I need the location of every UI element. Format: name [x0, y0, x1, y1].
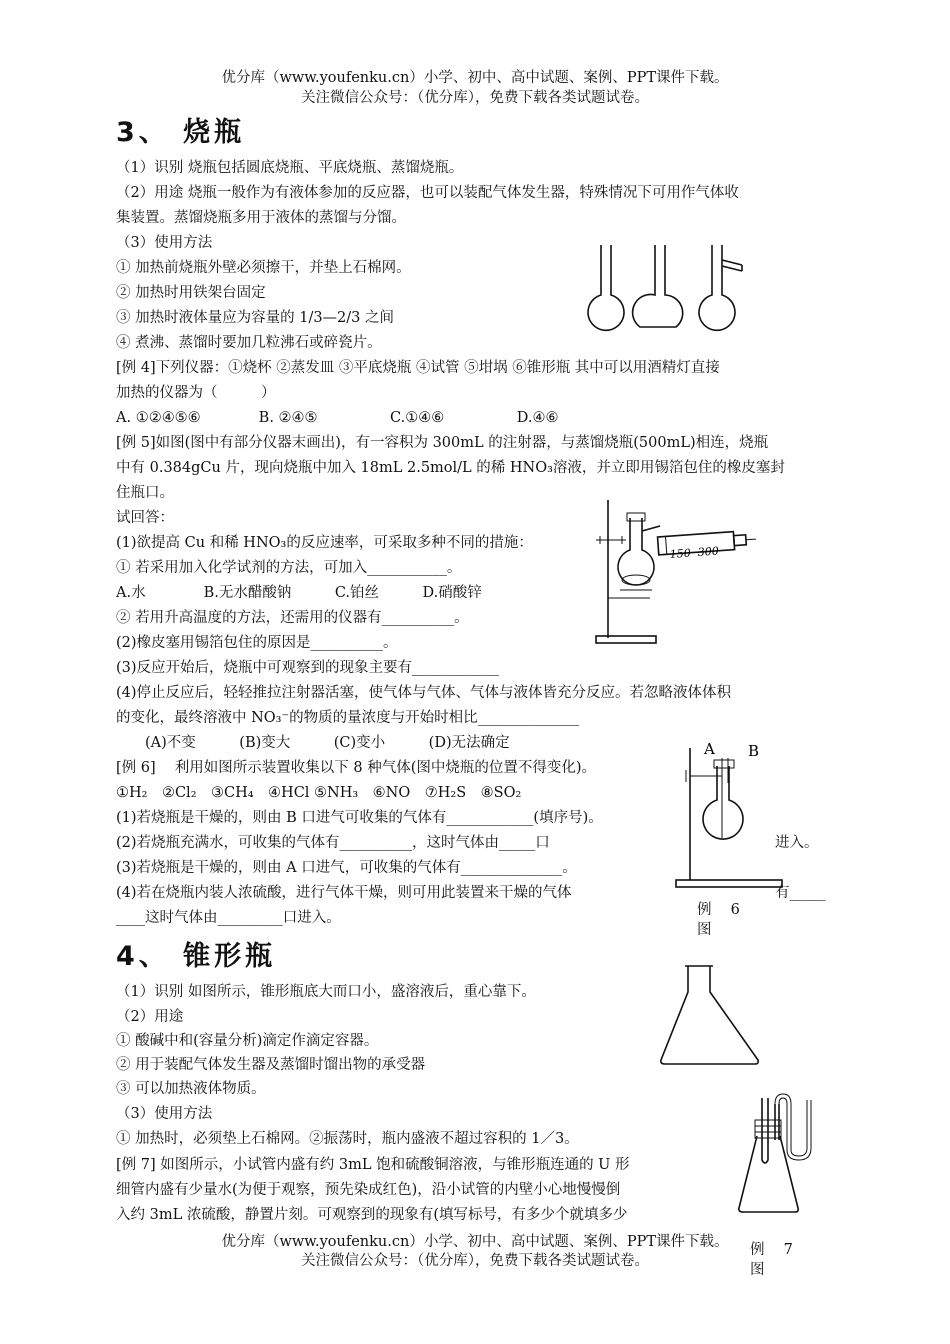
text-line: ③ 加热时液体量应为容量的 1/3—2/3 之间 — [116, 310, 394, 326]
syringe-apparatus-figure — [590, 498, 760, 648]
text-line-tail: 有_____ — [775, 885, 826, 901]
example-4-options: A. ①②④⑤⑥ B. ②④⑤ C.①④⑥ D.④⑥ — [116, 410, 559, 426]
text-line: (1)欲提高 Cu 和稀 HNO₃的反应速率，可采取多种不同的措施： — [116, 535, 533, 551]
text-line: ① 加热时，必须垫上石棉网。②振荡时，瓶内盛液不超过容积的 1／3。 — [116, 1131, 579, 1147]
text-line: （3）使用方法 — [116, 1106, 213, 1122]
example-6-line: [例 6] 利用如图所示装置收集以下 8 种气体(图中烧瓶的位置不得变化)。 — [116, 760, 597, 776]
text-line: 集装置。蒸馏烧瓶多用于液体的蒸馏与分馏。 — [116, 210, 406, 226]
example-4-line: 加热的仪器为（ ） — [116, 385, 276, 401]
example-6-gases: ①H₂ ②Cl₂ ③CH₄ ④HCl ⑤NH₃ ⑥NO ⑦H₂S ⑧SO₂ — [116, 785, 522, 801]
text-line: (2)若烧瓶充满水，可收集的气体有__________，这时气体由_____口 — [116, 835, 550, 851]
text-line: A.水 B.无水醋酸钠 C.铂丝 D.硝酸锌 — [116, 585, 482, 601]
text-line: ____这时气体由_________口进入。 — [116, 910, 341, 926]
section-3-title: 3、 烧瓶 — [116, 117, 246, 148]
example-5-line: 中有 0.384gCu 片，现向烧瓶中加入 18mL 2.5mol/L 的稀 HNO₃溶液，并立即用锡箔包住的橡皮塞封 — [116, 460, 785, 476]
text-line: (1)若烧瓶是干燥的，则由 B 口进气可收集的气体有____________(填序号)。 — [116, 810, 603, 826]
example-5-line: 住瓶口。 — [116, 485, 174, 501]
figure-6-caption-2: 图 — [697, 922, 712, 938]
text-line: （2）用途 烧瓶一般作为有液体参加的反应器，也可以装配气体发生器，特殊情况下可用作气体收 — [116, 185, 739, 201]
text-line: （1）识别 如图所示，锥形瓶底大而口小，盛溶液后，重心靠下。 — [116, 984, 536, 1000]
text-line: ④ 煮沸、蒸馏时要加几粒沸石或碎瓷片。 — [116, 335, 382, 351]
header-line-1: 优分库（www.youfenku.cn）小学、初中、高中试题、案例、PPT课件下载。 — [221, 70, 729, 86]
text-line: （1）识别 烧瓶包括圆底烧瓶、平底烧瓶、蒸馏烧瓶。 — [116, 160, 464, 176]
text-line: (3)反应开始后，烧瓶中可观察到的现象主要有____________ — [116, 660, 500, 676]
text-line: (4)停止反应后，轻轻推拉注射器活塞，使气体与气体、气体与液体皆充分反应。若忽略液体体积 — [116, 685, 732, 701]
inlet-label-a: A — [704, 740, 715, 758]
text-line: ② 加热时用铁架台固定 — [116, 285, 266, 301]
example-7-line: [例 7] 如图所示，小试管内盛有约 3mL 饱和硫酸铜溶液，与锥形瓶连通的 U 形 — [116, 1157, 630, 1173]
text-line: 试回答： — [116, 510, 174, 526]
figure-7-caption-2: 图 — [750, 1262, 765, 1278]
text-line: ① 加热前烧瓶外壁必须擦干，并垫上石棉网。 — [116, 260, 411, 276]
example-7-line: 细管内盛有少量水(为便于观察，预先染成红色)，沿小试管的内壁小心地慢慢倒 — [116, 1182, 621, 1198]
footer-line-1: 优分库（www.youfenku.cn）小学、初中、高中试题、案例、PPT课件下载。 — [221, 1234, 729, 1250]
inlet-label-b: B — [748, 742, 760, 760]
text-line: （3）使用方法 — [116, 235, 213, 251]
figure-6-caption: 例 6 — [697, 902, 740, 918]
flasks-figure — [580, 240, 760, 335]
example-6-figure — [672, 738, 792, 890]
figure-7-caption: 例 7 — [750, 1242, 793, 1258]
conical-flask-figure — [655, 962, 765, 1067]
text-line: 的变化，最终溶液中 NO₃⁻的物质的量浓度与开始时相比______________ — [116, 710, 580, 726]
text-line: ① 酸碱中和(容量分析)滴定作滴定容器。 — [116, 1033, 379, 1049]
footer-line-2: 关注微信公众号：（优分库），免费下载各类试题试卷。 — [301, 1253, 649, 1269]
text-line: ② 若用升高温度的方法，还需用的仪器有__________。 — [116, 610, 469, 626]
text-line: （2）用途 — [116, 1009, 184, 1025]
example-4-line: [例 4]下列仪器：①烧杯 ②蒸发皿 ③平底烧瓶 ④试管 ⑤坩埚 ⑥锥形瓶 其中可以用酒精灯直接 — [116, 360, 720, 376]
text-line: ③ 可以加热液体物质。 — [116, 1081, 266, 1097]
text-line-tail: 进入。 — [775, 835, 819, 851]
text-line: (2)橡皮塞用锡箔包住的原因是__________。 — [116, 635, 398, 651]
section-4-title: 4、 锥形瓶 — [116, 941, 277, 972]
text-line: (3)若烧瓶是干燥的，则由 A 口进气，可收集的气体有______________。 — [116, 860, 577, 876]
text-line: ① 若采用加入化学试剂的方法，可加入___________。 — [116, 560, 462, 576]
syringe-mark-300: 300 — [697, 544, 720, 559]
header-line-2: 关注微信公众号：（优分库），免费下载各类试题试卷。 — [301, 90, 649, 106]
example-7-figure — [735, 1090, 815, 1220]
text-line: ② 用于装配气体发生器及蒸馏时馏出物的承受器 — [116, 1057, 426, 1073]
syringe-mark-150: 150 — [669, 546, 692, 561]
example-7-line: 入约 3mL 浓硫酸，静置片刻。可观察到的现象有(填写标号，有多少个就填多少 — [116, 1207, 628, 1223]
text-line: (4)若在烧瓶内装人浓硫酸，进行气体干燥，则可用此装置来干燥的气体 — [116, 885, 572, 901]
text-line: (A)不变 (B)变大 (C)变小 (D)无法确定 — [116, 735, 510, 751]
example-5-line: [例 5]如图(图中有部分仪器末画出)，有一容积为 300mL 的注射器，与蒸馏烧瓶(500mL)相连，烧瓶 — [116, 435, 769, 451]
